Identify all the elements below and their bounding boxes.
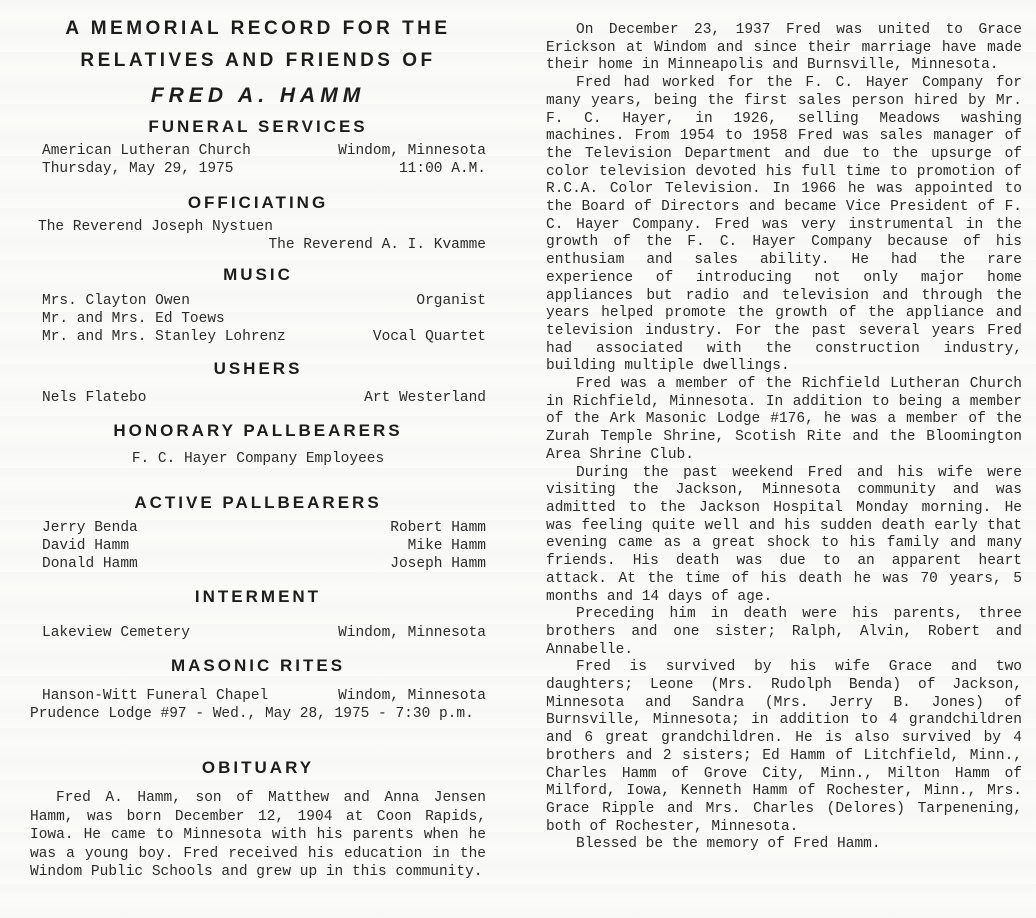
funeral-services-rows [30,142,486,178]
cemetery-location: Windom, Minnesota [338,625,486,641]
venue-location: Windom, Minnesota [338,143,486,159]
heading-active-pallbearers: ACTIVE PALLBEARERS [134,493,382,512]
heading-interment: INTERMENT [194,587,322,606]
memorial-title-line1: A MEMORIAL RECORD FOR THE [65,18,451,39]
pallbearer-name: Donald Hamm [42,556,138,572]
program-row [30,389,486,407]
musician-name: Mr. and Mrs. Ed Toews [42,311,225,327]
venue-name: American Lutheran Church [42,143,251,159]
heading-obituary: OBITUARY [201,758,315,777]
obituary-paragraph: Fred A. Hamm, son of Matthew and Anna Jensen Hamm, was born December 12, 1904 at Coon Rapids, Iowa. He came to Minnesota with his parents when he was a young boy. Fred received his education in the Windom Public Schools and grew up in this community. [30,790,486,880]
obituary-closing-line: Blessed be the memory of Fred Hamm. [576,836,881,853]
pallbearer-name: Jerry Benda [42,520,138,536]
program-row [30,519,486,537]
memorial-title-line2: RELATIVES AND FRIENDS OF [80,50,436,71]
program-row [30,142,486,160]
chapel-name: Hanson-Witt Funeral Chapel [42,688,269,704]
program-column [30,0,486,882]
chapel-location: Windom, Minnesota [338,688,486,704]
lodge-details: Prudence Lodge #97 - Wed., May 28, 1975 - 7:30 p.m. [30,706,474,722]
heading-funeral-services: FUNERAL SERVICES [148,117,368,136]
program-row [30,328,486,346]
service-date: Thursday, May 29, 1975 [42,161,234,177]
program-row [30,310,486,328]
program-row [30,160,486,178]
obituary-paragraph: Fred is survived by his wife Grace and two daughters; Leone (Mrs. Rudolph Benda) of Jackson, Minnesota and Sandra (Mrs. Jerry B. Jones) of Burnsville, Minnesota; in addition to 4 grandchildren and 6 great grandchildren. He is also survived by 4 brothers and 2 sisters; Ed Hamm of Litchfield, Minn., Charles Hamm of Grove City, Minn., Milton Hamm of Milford, Iowa, Kenneth Hamm of Rochester, Minn., Mrs. Grace Ripple and Mrs. Charles (Delores) Tarpenening, both of Rochester, Minnesota. [546,659,1022,835]
heading-officiating: OFFICIATING [187,193,329,212]
heading-ushers: USHERS [213,359,303,378]
pallbearer-name: Joseph Hamm [390,556,486,572]
program-row [30,687,486,705]
obituary-paragraph: During the past weekend Fred and his wife were visiting the Jackson, Minnesota community and was admitted to the Jackson Hospital Monday morning. He was feeling quite well and his sudden death early that evening came as a great shock to his family and many friends. His death was due to an apparent heart attack. At the time of his death he was 70 years, 5 months and 14 days of age. [546,464,1022,605]
heading-masonic-rites: MASONIC RITES [170,656,346,675]
obituary-column [546,0,1022,854]
pallbearer-name: David Hamm [42,538,130,554]
heading-music: MUSIC [223,265,293,284]
musician-name: Mr. and Mrs. Stanley Lohrenz [42,329,286,345]
musician-name: Mrs. Clayton Owen [42,293,190,309]
obituary-paragraph: Fred had worked for the F. C. Hayer Company for many years, being the first sales person hired by Mr. F. C. Hayer, in 1926, selling Meadows washing machines. From 1954 to 1958 Fred was sales manager of the Television Department and due to the upsurge of color television devoted his full time to promotion of R.C.A. Color Television. In 1966 he was appointed to the Board of Directors and became Vice President of F. C. Hayer Company. Fred was very instrumental in the growth of the F. C. Hayer Company because of his enthusiam and sales ability. He had the rare experience of introducing not only major home appliances but radio and television and through the years helped promote the growth of the appliance and television industry. For the past several years Fred had associated with the construction industry, building multiple dwellings. [546,75,1022,375]
musician-role: Organist [416,293,486,309]
program-row [30,292,486,310]
music-rows [30,292,486,346]
cemetery-name: Lakeview Cemetery [42,625,190,641]
program-row [30,624,486,642]
musician-role: Vocal Quartet [372,329,486,345]
deceased-name: FRED A. HAMM [150,84,366,107]
program-row [30,555,486,573]
active-pallbearers-rows [30,519,486,573]
officiant-1: The Reverend Joseph Nystuen [38,219,273,235]
obituary-paragraph: Fred was a member of the Richfield Lutheran Church in Richfield, Minnesota. In addition to being a member of the Ark Masonic Lodge #176, he was a member of the Zurah Temple Shrine, Scotish Rite and the Bloomington Area Shrine Club. [546,376,1022,463]
service-time: 11:00 A.M. [398,161,486,177]
obituary-paragraph: Preceding him in death were his parents, three brothers and one sister; Ralph, Alvin, Robert and Annabelle. [546,606,1022,658]
officiant-2: The Reverend A. I. Kvamme [268,237,486,253]
usher-name: Art Westerland [364,390,486,406]
heading-honorary-pallbearers: HONORARY PALLBEARERS [113,421,403,440]
pallbearer-name: Robert Hamm [390,520,486,536]
pallbearer-name: Mike Hamm [407,538,486,554]
usher-name: Nels Flatebo [42,390,147,406]
program-row [30,537,486,555]
honorary-pallbearers-line: F. C. Hayer Company Employees [131,451,385,467]
obituary-paragraph: On December 23, 1937 Fred was united to Grace Erickson at Windom and since their marriage have made their home in Minneapolis and Burnsville, Minnesota. [546,22,1022,74]
